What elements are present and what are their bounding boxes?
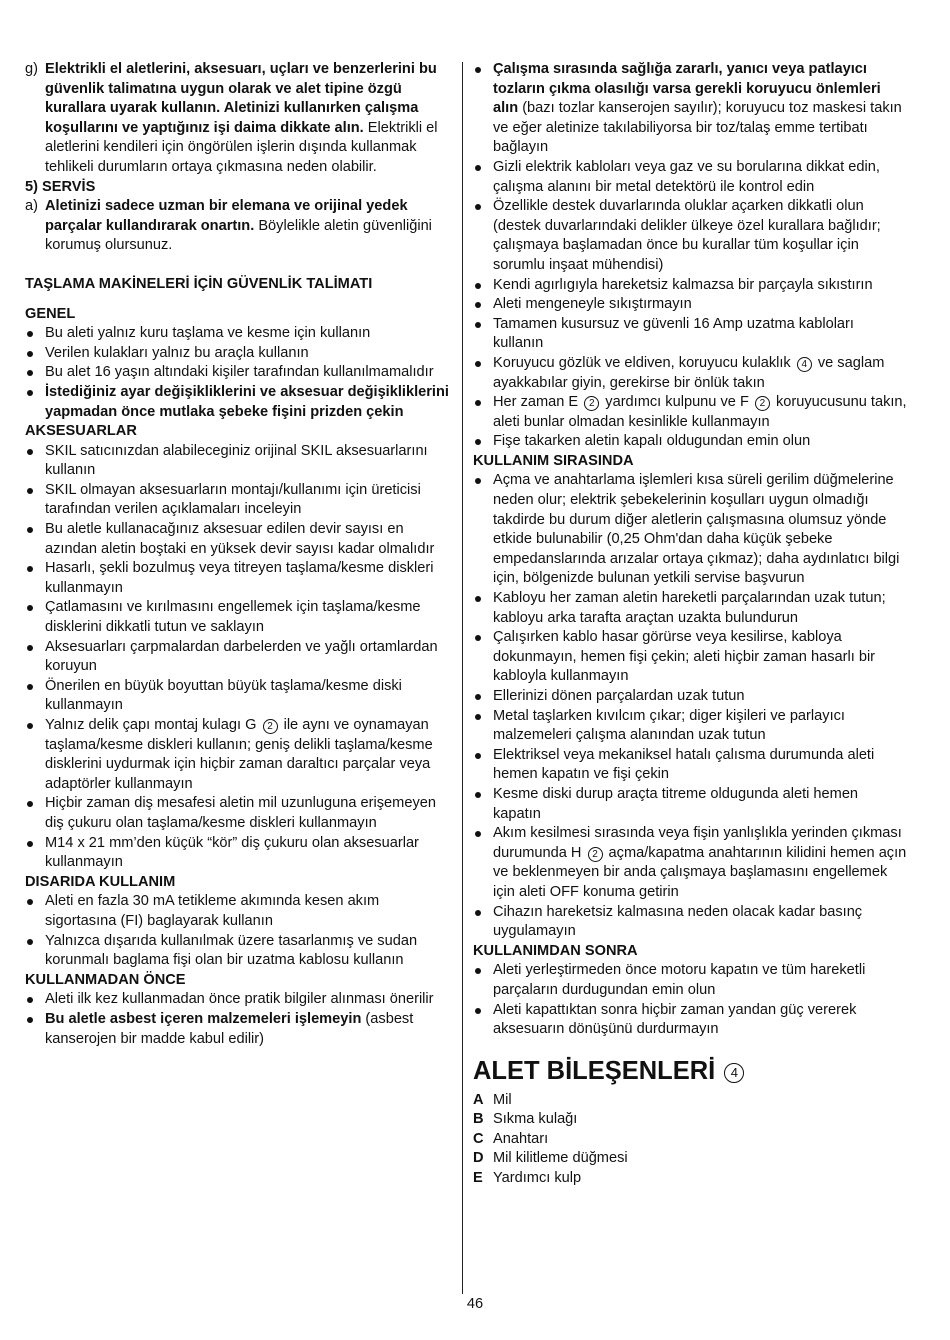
- bullet-icon: [27, 370, 33, 376]
- left-column: [25, 60, 453, 1049]
- list-item: [473, 197, 908, 275]
- rule-a: [25, 197, 453, 256]
- list-item-text: koruyucusunu takın, aleti bunlar olmadan kesinlikle kullanmayın: [493, 394, 907, 430]
- circled-number-icon: 2: [263, 719, 278, 734]
- list-item-text: (asbest kanserojen bir madde kabul edilir): [45, 1010, 414, 1047]
- list-item: [25, 324, 453, 344]
- bullet-icon: [27, 331, 33, 337]
- circled-number-icon: 2: [588, 847, 603, 862]
- list-item-text: yardımcı kulpunu ve F: [601, 394, 749, 411]
- column-divider: [462, 62, 463, 1294]
- list-item-text: Aleti yerleştirmeden önce motoru kapatın ve tüm hareketli parçaların durdugundan emin olun: [493, 962, 866, 998]
- bullet-icon: [27, 605, 33, 611]
- list-item: [473, 824, 908, 902]
- list-item-text: Bu alet 16 yaşın altındaki kişiler tarafından kullanılmamalıdır: [45, 364, 434, 381]
- bullet-icon: [475, 792, 481, 798]
- bullet-icon: [27, 899, 33, 905]
- list-item-text: Bu aletle kullanacağınız aksesuar edilen devir sayısı en azından aletin boştaki en yüksek devir sayısı kadar olmalıdır: [45, 521, 435, 557]
- section-heading-genel: GENEL: [25, 305, 76, 322]
- bullet-icon: [475, 694, 481, 700]
- right-column: [473, 60, 908, 1189]
- component-item: [473, 1149, 908, 1169]
- list-item: [473, 295, 908, 315]
- section-heading-kullanmadan-once: KULLANMADAN ÖNCE: [25, 971, 186, 988]
- list-item-text: Hasarlı, şekli bozulmuş veya titreyen taşlama/kesme diskleri kullanmayın: [45, 560, 434, 596]
- list-item: [473, 589, 908, 628]
- list-item-text: Kesme diski durup araçta titreme oldugunda aleti hemen kapatın: [493, 785, 859, 822]
- list-item: [25, 1010, 453, 1049]
- list-item: [473, 1001, 908, 1040]
- list-item: [25, 363, 453, 383]
- rule-g-bold: Elektrikli el aletlerini, aksesuarı, uçları ve benzerlerini bu güvenlik talimatına uygun olarak ve alet tipine özgü kurallara uyarak kullanın. Aletinizi kullanırken çalışma koşullarını ve yaptığınız işi daima dikkate alın.: [45, 61, 437, 136]
- list-item-text: Aleti mengeneyle sıkıştırmayın: [493, 296, 692, 313]
- list-item-text: M14 x 21 mm’den küçük “kör” diş çukuru olan aksesuarlar kullanmayın: [45, 834, 419, 871]
- component-label: Anahtarı: [493, 1130, 549, 1147]
- bullet-icon: [27, 939, 33, 945]
- safety-title: TAŞLAMA MAKİNELERİ İÇİN GÜVENLİK TALİMATI: [25, 275, 373, 292]
- bullet-icon: [475, 714, 481, 720]
- list-item-text: açma/kapatma anahtarının kilidini hemen açın ve beklenmeyen bir anda çalışmaya başlamasını engellemek için aleti OFF konuma getirin: [493, 844, 907, 900]
- list-item: [25, 481, 453, 520]
- circled-number-icon: 2: [584, 396, 599, 411]
- component-label: Mil kilitleme düğmesi: [493, 1150, 628, 1167]
- list-item: [25, 716, 453, 794]
- list-item: [25, 932, 453, 971]
- list-item-text: Açma ve anahtarlama işlemleri kısa süreli gerilim düğmelerine neden olur; elektrik şebekelerinin koşulları uygun olmadığı takdirde bu durum diğer aletlerin çalışmasına olumsuz yönde etkide bulunabilir (0,25 Ohm'dan daha küçük şebeke empedanslarında arızalar ortaya çıkmaz); daha aydınlatıcı bilgi için, bölgenizde bulunan yetkili servise başvurun: [493, 472, 900, 587]
- components-title-text: ALET BİLEŞENLERİ: [473, 1056, 716, 1085]
- section-heading-aksesuarlar: AKSESUARLAR: [25, 423, 137, 440]
- bullet-icon: [475, 478, 481, 484]
- bullet-icon: [27, 488, 33, 494]
- list-item-text: Koruyucu gözlük ve eldiven, koruyucu kulaklık: [493, 354, 791, 371]
- bullet-icon: [475, 439, 481, 445]
- list-item: [25, 892, 453, 931]
- circled-number-icon: 2: [755, 396, 770, 411]
- bullet-icon: [475, 400, 481, 406]
- bullet-icon: [475, 165, 481, 171]
- list-item-text: Yalnızca dışarıda kullanılmak üzere tasarlanmış ve sudan korunmalı baglama fişi olan bir uzatma kablosu kullanın: [45, 932, 418, 969]
- list-item-text: Aleti kapattıktan sonra hiçbir zaman yandan güç vererek aksesuarın dönüşünü durdurmayın: [493, 1001, 857, 1038]
- bullet-icon: [27, 801, 33, 807]
- component-label: Yardımcı kulp: [493, 1170, 582, 1187]
- list-item-text: Aksesuarları çarpmalardan darbelerden ve yağlı ortamlardan koruyun: [45, 638, 438, 675]
- list-item-text: Kabloyu her zaman aletin hareketli parçalarından uzak tutun; kabloyu arka tarafta araçtan uzakta bulundurun: [493, 590, 886, 626]
- bullet-icon: [475, 831, 481, 837]
- list-item: [473, 471, 908, 589]
- component-letter: D: [473, 1150, 484, 1167]
- components-title: [473, 1056, 908, 1086]
- bullet-icon: [27, 566, 33, 572]
- component-label: Mil: [493, 1091, 512, 1108]
- section-heading-disarida: DISARIDA KULLANIM: [25, 873, 176, 890]
- bullet-icon: [27, 449, 33, 455]
- list-item-text: Ellerinizi dönen parçalardan uzak tutun: [493, 688, 745, 704]
- list-item-text: (bazı tozlar kanserojen sayılır); koruyucu toz maskesi takın ve eğer aletinize takılabiliyorsa bir toz/talaş emme tertibatı bağlayın: [493, 100, 902, 156]
- list-item: [25, 559, 453, 598]
- list-item: [473, 746, 908, 785]
- section-heading-servis: 5) SERVİS: [25, 178, 96, 195]
- list-item-text: İstediğiniz ayar değişikliklerini ve aksesuar değişikliklerini yapmadan önce mutlaka şebeke fişini prizden çekin: [45, 383, 449, 420]
- list-item-text: Çatlamasını ve kırılmasını engellemek için taşlama/kesme disklerini dikkatli tutun ve saklayın: [45, 599, 421, 636]
- bullet-icon: [475, 968, 481, 974]
- bullet-icon: [27, 997, 33, 1003]
- list-item-text: Yalnız delik çapı montaj kulagı G: [45, 717, 257, 733]
- list-item: [25, 677, 453, 716]
- rule-g: [25, 60, 453, 178]
- list-item-text: Elektriksel veya mekaniksel hatalı çalısma durumunda aleti hemen kapatın ve fişi çekin: [493, 746, 875, 783]
- bullet-icon: [27, 390, 33, 396]
- item-marker: a): [25, 198, 38, 215]
- bullet-icon: [475, 753, 481, 759]
- bullet-icon: [27, 645, 33, 651]
- list-item: [25, 383, 453, 422]
- list-item: [473, 315, 908, 354]
- rule-a-text: Böylelikle aletin güvenliğini korumuş olursunuz.: [45, 217, 432, 254]
- list-item-bold-text: Çalışma sırasında sağlığa zararlı, yanıcı veya patlayıcı tozların çıkma olasılığı varsa gerekli koruyucu önlemleri alın: [493, 61, 881, 117]
- list-item-text: Hiçbir zaman diş mesafesi aletin mil uzunluguna erişemeyen diş çukuru olan taşlama/kesme diskleri kullanmayın: [45, 795, 436, 831]
- component-letter: E: [473, 1170, 483, 1187]
- bullet-icon: [475, 361, 481, 367]
- list-item: [473, 60, 908, 158]
- bullet-icon: [475, 67, 481, 73]
- list-item-text: Kendi agırlıgıyla hareketsiz kalmazsa bir parçayla sıkıstırın: [493, 276, 873, 293]
- bullet-icon: [27, 841, 33, 847]
- list-item-bold-text: Bu aletle asbest içeren malzemeleri işlemeyin: [45, 1010, 362, 1027]
- rule-g-text: Elektrikli el aletlerini kendileri için öngörülen işlerin dışında kullanmak tehlikeli durumların ortaya çıkmasına neden olabilir.: [45, 119, 438, 175]
- list-item: [473, 276, 908, 296]
- rule-a-bold: Aletinizi sadece uzman bir elemana ve orijinal yedek parçalar kullandırarak onartın.: [45, 198, 408, 234]
- list-item: [473, 432, 908, 452]
- list-item: [25, 520, 453, 559]
- bullet-icon: [475, 910, 481, 916]
- list-item: [25, 794, 453, 833]
- component-label: Sıkma kulağı: [493, 1111, 578, 1128]
- list-item-text: Bu aleti yalnız kuru taşlama ve kesme için kullanın: [45, 325, 371, 342]
- bullet-icon: [27, 723, 33, 729]
- section-heading-kullanim-sirasinda: KULLANIM SIRASINDA: [473, 452, 634, 469]
- list-item: [473, 687, 908, 707]
- list-item-text: Çalışırken kablo hasar görürse veya kesilirse, kabloya dokunmayın, hemen fişi çekin; aleti hiçbir zaman hasarlı bir kabloyla kullanmayın: [493, 629, 876, 685]
- list-item: [25, 990, 453, 1010]
- bullet-icon: [27, 684, 33, 690]
- list-item-text: Aleti en fazla 30 mA tetikleme akımında kesen akım sigortasına (FI) baglayarak kullanın: [45, 893, 380, 929]
- list-item-text: ve saglam ayakkabılar giyin, gerekirse bir önlük takın: [493, 354, 885, 391]
- list-item: [473, 707, 908, 746]
- list-item-text: Önerilen en büyük boyuttan büyük taşlama/kesme diski kullanmayın: [45, 677, 402, 714]
- list-item-text: Özellikle destek duvarlarında oluklar açarken dikkatli olun (destek duvarlarındaki delikler ülkeye özel kurallara bağlıdır; çalışmaya başlamadan önce bu kurallar tüm koşullar için sorumlu inşaat mühendisi): [493, 198, 881, 273]
- list-item: [473, 785, 908, 824]
- list-item: [25, 834, 453, 873]
- list-item: [473, 628, 908, 687]
- bullet-icon: [475, 283, 481, 289]
- component-letter: C: [473, 1130, 484, 1147]
- list-item-text: Akım kesilmesi sırasında veya fişin yanlışlıkla yerinden çıkması durumunda H: [493, 825, 902, 861]
- circled-number-icon: 4: [797, 357, 812, 372]
- bullet-icon: [475, 596, 481, 602]
- list-item-text: Cihazın hareketsiz kalmasına neden olacak kadar basınç uygulamayın: [493, 903, 863, 940]
- page-number: 46: [466, 1296, 484, 1312]
- component-item: [473, 1110, 908, 1130]
- item-marker: g): [25, 61, 38, 77]
- list-item: [25, 344, 453, 364]
- component-letter: A: [473, 1091, 484, 1108]
- component-item: [473, 1091, 908, 1111]
- list-item-text: Aleti ilk kez kullanmadan önce pratik bilgiler alınması önerilir: [45, 991, 434, 1008]
- bullet-icon: [475, 302, 481, 308]
- list-item: [25, 442, 453, 481]
- list-item-text: SKIL olmayan aksesuarların montajı/kullanımı için üreticisi tarafından verilen açıklamaları inceleyin: [45, 481, 421, 518]
- section-heading-kullanimdan-sonra: KULLANIMDAN SONRA: [473, 942, 638, 959]
- list-item-text: ile aynı ve oynamayan taşlama/kesme diskleri kullanın; geniş delikli taşlama/kesme disklerini uydurmak için hiçbir zaman daraltıcı parçalar veya adaptörler kullanmayın: [45, 717, 433, 792]
- list-item: [473, 961, 908, 1000]
- bullet-icon: [475, 322, 481, 328]
- bullet-icon: [27, 351, 33, 357]
- list-item: [473, 354, 908, 393]
- list-item-text: Tamamen kusursuz ve güvenli 16 Amp uzatma kabloları kullanın: [493, 315, 854, 352]
- list-item-text: SKIL satıcınızdan alabileceginiz orijinal SKIL aksesuarlarını kullanın: [45, 442, 428, 479]
- bullet-icon: [475, 1008, 481, 1014]
- list-item: [25, 598, 453, 637]
- list-item: [25, 638, 453, 677]
- bullet-icon: [27, 527, 33, 533]
- bullet-icon: [27, 1017, 33, 1023]
- circled-number-icon: 4: [724, 1063, 744, 1083]
- list-item: [473, 393, 908, 432]
- list-item: [473, 903, 908, 942]
- bullet-icon: [475, 204, 481, 210]
- component-letter: B: [473, 1111, 484, 1128]
- list-item-text: Metal taşlarken kıvılcım çıkar; diger kişileri ve parlayıcı malzemeleri çalışma alanından uzak tutun: [493, 707, 845, 744]
- list-item-text: Verilen kulakları yalnız bu araçla kullanın: [45, 344, 309, 361]
- list-item: [473, 158, 908, 197]
- component-item: [473, 1130, 908, 1150]
- component-item: [473, 1169, 908, 1189]
- bullet-icon: [475, 635, 481, 641]
- list-item-text: Her zaman E: [493, 394, 579, 411]
- list-item-text: Gizli elektrik kabloları veya gaz ve su borularına dikkat edin, çalışma alanını bir metal detektörü ile kontrol edin: [493, 158, 880, 195]
- list-item-text: Fişe takarken aletin kapalı oldugundan emin olun: [493, 433, 811, 450]
